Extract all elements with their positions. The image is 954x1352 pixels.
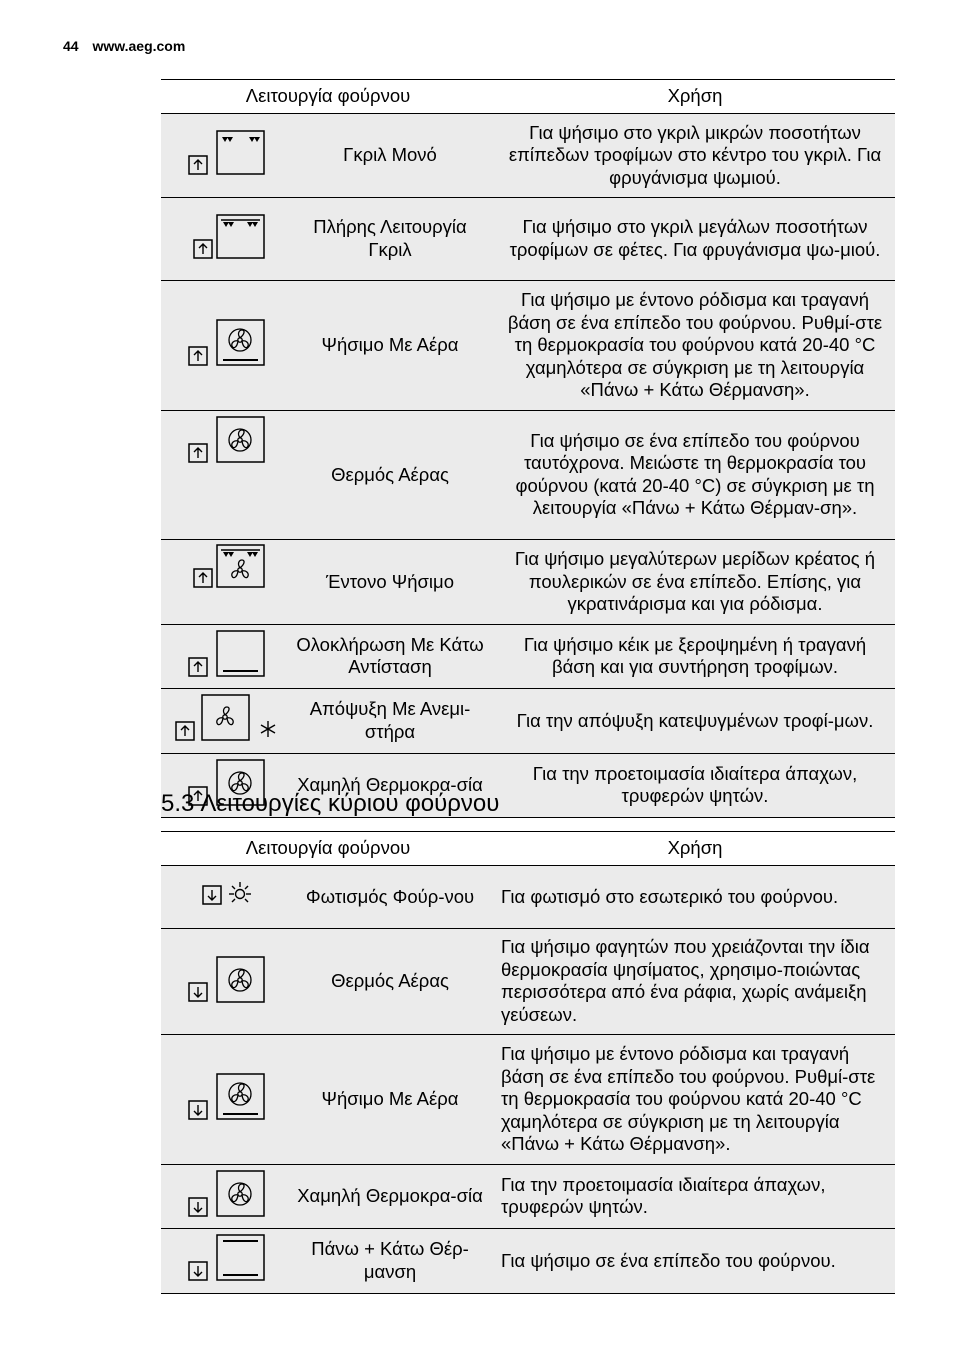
function-use: Για την προετοιμασία ιδιαίτερα άπαχων, τρυφερών ψητών. bbox=[495, 753, 895, 818]
oven-functions-table-2 bbox=[161, 831, 895, 1294]
section-heading bbox=[161, 789, 499, 819]
function-name: Ψήσιμο Με Αέρα bbox=[285, 281, 495, 411]
function-name: Απόψυξη Με Ανεμι-στήρα bbox=[285, 689, 495, 754]
full-grill-icon bbox=[161, 198, 285, 275]
function-icon-cell bbox=[161, 1035, 285, 1165]
function-icon-cell bbox=[161, 1229, 285, 1294]
column-header-use: Χρήση bbox=[495, 80, 895, 114]
function-icon-cell bbox=[161, 281, 285, 411]
table-row bbox=[161, 540, 895, 625]
low-temp-icon bbox=[161, 1165, 285, 1223]
table-header-row bbox=[161, 832, 895, 866]
function-icon-cell bbox=[161, 197, 285, 281]
top-bottom-heat-icon bbox=[161, 1229, 285, 1287]
function-icon-cell bbox=[161, 928, 285, 1035]
section-title-text: Λειτουργίες κύριου φούρνου bbox=[200, 790, 500, 817]
function-icon-cell bbox=[161, 114, 285, 198]
table-row bbox=[161, 866, 895, 929]
table-row bbox=[161, 197, 895, 281]
oven-functions-table-1 bbox=[161, 79, 895, 818]
table-row bbox=[161, 281, 895, 411]
function-use: Για ψήσιμο κέικ με ξεροψημένη ή τραγανή βάση και για συντήρηση τροφίμων. bbox=[495, 624, 895, 689]
function-use: Για ψήσιμο στο γκριλ μικρών ποσοτήτων επίπεδων τροφίμων στο κέντρο του γκριλ. Για φρυγάνισμα ψωμιού. bbox=[495, 114, 895, 198]
function-icon-cell bbox=[161, 624, 285, 689]
function-name: Θερμός Αέρας bbox=[285, 928, 495, 1035]
hot-air-icon bbox=[161, 411, 285, 534]
turbo-grill-icon bbox=[161, 540, 285, 618]
fan-bottom-heat-icon bbox=[161, 1035, 285, 1158]
function-name: Πλήρης Λειτουργία Γκριλ bbox=[285, 197, 495, 281]
table-row bbox=[161, 114, 895, 198]
function-name: Ολοκλήρωση Με Κάτω Αντίσταση bbox=[285, 624, 495, 689]
column-header-function: Λειτουργία φούρνου bbox=[161, 832, 495, 866]
function-name: Πάνω + Κάτω Θέρ-μανση bbox=[285, 1229, 495, 1294]
function-icon-cell bbox=[161, 689, 285, 754]
function-name: Έντονο Ψήσιμο bbox=[285, 540, 495, 625]
light-icon bbox=[161, 866, 285, 922]
function-name: Φωτισμός Φούρ-νου bbox=[285, 866, 495, 929]
column-header-function: Λειτουργία φούρνου bbox=[161, 80, 495, 114]
function-name: Χαμηλή Θερμοκρα-σία bbox=[285, 1164, 495, 1229]
table-row bbox=[161, 1229, 895, 1294]
table-row bbox=[161, 1035, 895, 1165]
site-url: www.aeg.com bbox=[92, 38, 186, 54]
function-use: Για ψήσιμο με έντονο ρόδισμα και τραγανή βάση σε ένα επίπεδο του φούρνου. Ρυθμί-στε τη θερμοκρασία του φούρνου κατά 20-40 °C χαμηλότερα σε σύγκριση με τη λειτουργία «Πάνω + Κάτω Θέρμανση». bbox=[495, 1035, 895, 1165]
function-name: Χαμηλή Θερμοκρα-σία bbox=[285, 753, 495, 818]
function-name: Θερμός Αέρας bbox=[285, 410, 495, 540]
function-icon-cell bbox=[161, 410, 285, 540]
function-icon-cell bbox=[161, 540, 285, 625]
column-header-use: Χρήση bbox=[495, 832, 895, 866]
function-icon-cell bbox=[161, 1164, 285, 1229]
page-number: 44 bbox=[63, 38, 79, 54]
function-name: Ψήσιμο Με Αέρα bbox=[285, 1035, 495, 1165]
function-use: Για την προετοιμασία ιδιαίτερα άπαχων, τρυφερών ψητών. bbox=[495, 1164, 895, 1229]
table-row bbox=[161, 1164, 895, 1229]
function-use: Για ψήσιμο φαγητών που χρειάζονται την ίδια θερμοκρασία ψησίματος, χρησιμο-ποιώντας περισσότερα από ένα ράφια, χωρίς ανάμειξη γεύσεων. bbox=[495, 928, 895, 1035]
function-name: Γκριλ Μονό bbox=[285, 114, 495, 198]
function-use: Για φωτισμό στο εσωτερικό του φούρνου. bbox=[495, 866, 895, 929]
table-row bbox=[161, 624, 895, 689]
bottom-heat-icon bbox=[161, 625, 285, 683]
function-use: Για ψήσιμο στο γκριλ μεγάλων ποσοτήτων τροφίμων σε φέτες. Για φρυγάνισμα ψω-μιού. bbox=[495, 197, 895, 281]
function-use: Για ψήσιμο μεγαλύτερων μερίδων κρέατος ή πουλερικών σε ένα επίπεδο. Επίσης, για γκρατινάρισμα και για ρόδισμα. bbox=[495, 540, 895, 625]
fan-bottom-heat-icon bbox=[161, 281, 285, 404]
table-row bbox=[161, 689, 895, 754]
section-number: 5.3 bbox=[161, 790, 195, 817]
grill-icon bbox=[161, 114, 285, 191]
function-use: Για ψήσιμο σε ένα επίπεδο του φούρνου. bbox=[495, 1229, 895, 1294]
table-row bbox=[161, 928, 895, 1035]
table-row bbox=[161, 410, 895, 540]
defrost-icon bbox=[161, 689, 285, 747]
function-use: Για την απόψυξη κατεψυγμένων τροφί-μων. bbox=[495, 689, 895, 754]
page-header bbox=[63, 38, 185, 54]
function-icon-cell bbox=[161, 866, 285, 929]
table-header-row bbox=[161, 80, 895, 114]
function-use: Για ψήσιμο με έντονο ρόδισμα και τραγανή βάση σε ένα επίπεδο του φούρνου. Ρυθμί-στε τη θερμοκρασία του φούρνου κατά 20-40 °C χαμηλότερα σε σύγκριση με τη λειτουργία «Πάνω + Κάτω Θέρμανση». bbox=[495, 281, 895, 411]
hot-air-icon bbox=[161, 929, 285, 1029]
function-use: Για ψήσιμο σε ένα επίπεδο του φούρνου ταυτόχρονα. Μειώστε τη θερμοκρασία του φούρνου (κατά 20-40 °C) σε σύγκριση με τη λειτουργία «Πάνω + Κάτω Θέρμαν-ση». bbox=[495, 410, 895, 540]
